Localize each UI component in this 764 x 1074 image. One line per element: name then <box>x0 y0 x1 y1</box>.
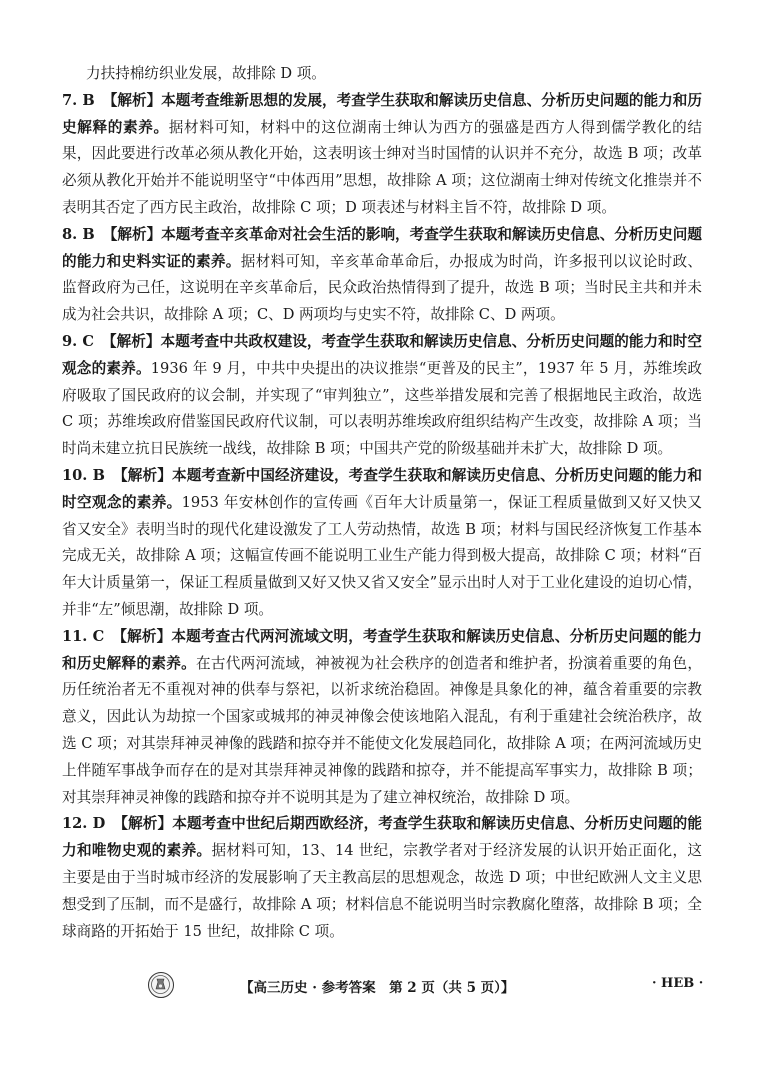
answer-content <box>62 61 702 945</box>
item-number: 8. B <box>62 225 95 243</box>
item-lead: 【解析】本题考查辛亥革命对社会生活的影响，考查学生获取和解读历史信息、分析历史问题的能力和史料实证的素养。 <box>62 225 702 270</box>
item-number: 7. B <box>62 91 95 109</box>
answer-item-9 <box>62 329 702 463</box>
item-lead: 【解析】本题考查古代两河流域文明，考查学生获取和解读历史信息、分析历史问题的能力和历史解释的素养。 <box>62 627 702 672</box>
item-body: 1936 年 9 月，中共中央提出的决议推崇“更普及的民主”，1937 年 5 月，苏维埃政府吸取了国民政府的议会制，并实现了“审判独立”，这些举措发展和完善了根据地民主政治，故选 C 项；苏维埃政府借鉴国民政府代议制，可以表明苏维埃政府组织结构产生改变，故排除 A 项；当时尚未建立抗日民族统一战线，故排除 B 项；中国共产党的阶级基础并未扩大，故排除 D 项。 <box>62 359 702 458</box>
page-footer <box>0 970 764 1010</box>
answer-item-7 <box>62 88 702 222</box>
item-number: 10. B <box>62 466 105 484</box>
answer-item-10 <box>62 463 702 624</box>
school-emblem-icon <box>148 972 174 998</box>
footer-code: · HEB · <box>652 976 704 991</box>
footer-page-info: 【高三历史 · 参考答案 第 2 页（共 5 页）】 <box>240 980 515 996</box>
item-body: 据材料可知，13、14 世纪，宗教学者对于经济发展的认识开始正面化，这主要是由于当时城市经济的发展影响了天主教高层的思想观念，故选 D 项；中世纪欧洲人文主义思想受到了压制，而不是盛行，故排除 A 项；材料信息不能说明当时宗教腐化堕落，故排除 B 项；全球商路的开拓始于 15 世纪，故排除 C 项。 <box>62 842 702 940</box>
item-body: 据材料可知，辛亥革命革命后，办报成为时尚，许多报刊以议论时政、监督政府为己任，这说明在辛亥革命后，民众政治热情得到了提升，故选 B 项；当时民主共和并未成为社会共识，故排除 A 项；C、D 两项均与史实不符，故排除 C、D 两项。 <box>62 252 702 324</box>
item-lead: 【解析】本题考查中世纪后期西欧经济，考查学生获取和解读历史信息、分析历史问题的能力和唯物史观的素养。 <box>62 815 702 860</box>
answer-item-11 <box>62 624 702 812</box>
item-lead: 【解析】本题考查新中国经济建设，考查学生获取和解读历史信息、分析历史问题的能力和时空观念的素养。 <box>62 466 702 511</box>
answer-item-12 <box>62 811 702 945</box>
item-number: 11. C <box>62 627 105 645</box>
item-lead: 【解析】本题考查中共政权建设，考查学生获取和解读历史信息、分析历史问题的能力和时空观念的素养。 <box>62 332 702 377</box>
school-emblem-graphic <box>149 973 172 996</box>
item-lead: 【解析】本题考查维新思想的发展，考查学生获取和解读历史信息、分析历史问题的能力和历史解释的素养。 <box>62 91 702 136</box>
item-body: 1953 年安林创作的宣传画《百年大计质量第一，保证工程质量做到又好又快又省又安全》表明当时的现代化建设激发了工人劳动热情，故选 B 项；材料与国民经济恢复工作基本完成无关，故排除 A 项；这幅宣传画不能说明工业生产能力得到极大提高，故排除 C 项；材料“百年大计质量第一，保证工程质量做到又好又快又省又安全”显示出时人对于工业化建设的迫切心情，并非“左”倾思潮，故排除 D 项。 <box>62 493 702 618</box>
item-number: 9. C <box>62 332 94 350</box>
answer-item-8 <box>62 222 702 329</box>
item-body: 据材料可知，材料中的这位湖南士绅认为西方的强盛是西方人得到儒学教化的结果，因此要进行改革必须从教化开始，这表明该士绅对当时国情的认识并不充分，故选 B 项；改革必须从教化开始并不能说明坚守“中体西用”思想，故排除 A 项；这位湖南士绅对传统文化推崇并不表明其否定了西方民主政治，故排除 C 项；D 项表述与材料主旨不符，故排除 D 项。 <box>62 118 702 216</box>
continuation-line: 力扶持棉纺织业发展，故排除 D 项。 <box>86 65 326 82</box>
item-number: 12. D <box>62 815 106 833</box>
item-body: 在古代两河流域，神被视为社会秩序的创造者和维护者，扮演着重要的角色，历任统治者无不重视对神的供奉与祭祀，以祈求统治稳固。神像是具象化的神，蕴含着重要的宗教意义，因此认为劫掠一个国家或城邦的神灵神像会使该地陷入混乱，有利于重建社会统治秩序，故选 C 项；对其崇拜神灵神像的践踏和掠夺并不能使文化发展趋同化，故排除 A 项；在两河流域历史上伴随军事战争而存在的是对其崇拜神灵神像的践踏和掠夺，并不能提高军事实力，故排除 B 项；对其崇拜神灵神像的践踏和掠夺并不说明其是为了建立神权统治，故排除 D 项。 <box>62 654 702 806</box>
